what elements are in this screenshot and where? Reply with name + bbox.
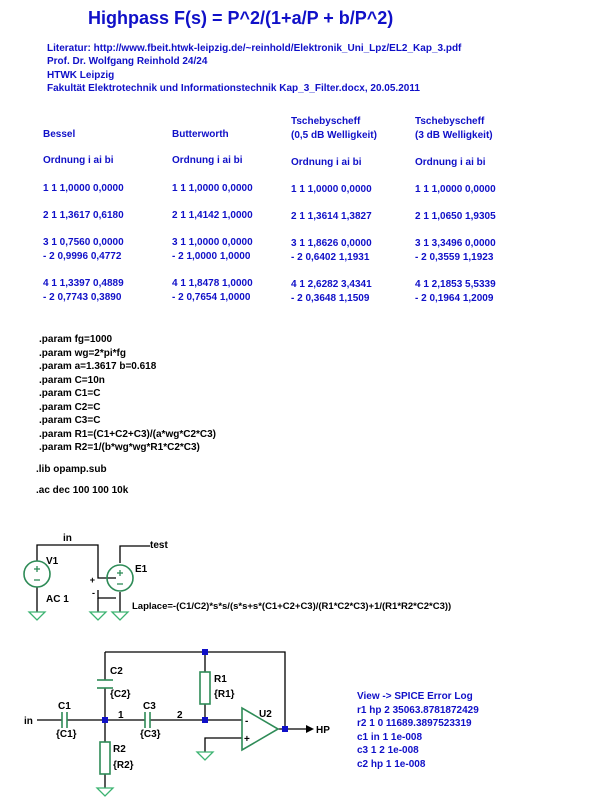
page-title: Highpass F(s) = P^2/(1+a/P + b/P^2) xyxy=(88,8,394,28)
ground-icon xyxy=(197,752,213,760)
tscheb3-order-header: Ordnung i ai bi xyxy=(415,157,486,168)
tscheb3-subtitle: (3 dB Welligkeit) xyxy=(415,130,493,141)
schematic-1[interactable] xyxy=(24,533,451,620)
net-label-in: in xyxy=(24,716,33,727)
butterworth-row-4b: - 2 0,7654 1,0000 xyxy=(172,292,251,303)
v1-value: AC 1 xyxy=(46,594,69,605)
resistor-r2[interactable] xyxy=(100,742,110,774)
error-log-line: c3 1 2 1e-008 xyxy=(357,745,419,756)
butterworth-row-3b: - 2 1,0000 1,0000 xyxy=(172,251,251,262)
capacitor-c1[interactable] xyxy=(62,712,67,728)
c3-value: {C3} xyxy=(140,729,161,740)
schematic-2[interactable] xyxy=(24,649,330,796)
bessel-title: Bessel xyxy=(43,129,76,140)
tscheb3-row-2: 2 1 1,0650 1,9305 xyxy=(415,211,496,222)
c1-value: {C1} xyxy=(56,729,77,740)
capacitor-c2[interactable] xyxy=(97,680,113,688)
ground-icon xyxy=(29,612,45,620)
opamp-minus-input-sign: - xyxy=(245,716,249,727)
r1-value: {R1} xyxy=(214,689,235,700)
r2-value: {R2} xyxy=(113,760,134,771)
butterworth-title: Butterworth xyxy=(172,129,229,140)
c1-label: C1 xyxy=(58,701,71,712)
error-log-line: c1 in 1 1e-008 xyxy=(357,732,423,743)
error-log-line: c2 hp 1 1e-008 xyxy=(357,759,426,770)
tscheb3-row-3a: 3 1 3,3496 0,0000 xyxy=(415,238,496,249)
spice-ac-directive[interactable]: .ac dec 100 100 10k xyxy=(36,485,129,496)
spice-param-line[interactable]: .param a=1.3617 b=0.618 xyxy=(39,361,157,372)
tscheb05-row-3a: 3 1 1,8626 0,0000 xyxy=(291,238,372,249)
r2-label: R2 xyxy=(113,744,126,755)
tscheb3-row-1: 1 1 1,0000 0,0000 xyxy=(415,184,496,195)
r1-label: R1 xyxy=(214,674,227,685)
ground-icon xyxy=(90,612,106,620)
literature-line: Literatur: http://www.fbeit.htwk-leipzig.de/~reinhold/Elektronik_Uni_Lpz/EL2_Kap_3.pdf xyxy=(47,43,462,54)
author-line: Prof. Dr. Wolfgang Reinhold 24/24 xyxy=(47,56,208,67)
tscheb3-row-4b: - 2 0,1964 1,2009 xyxy=(415,293,494,304)
error-log-title: View -> SPICE Error Log xyxy=(357,691,473,702)
error-log-line: r1 hp 2 35063.8781872429 xyxy=(357,705,479,716)
spice-param-line[interactable]: .param R1=(C1+C2+C3)/(a*wg*C2*C3) xyxy=(39,429,217,440)
c3-label: C3 xyxy=(143,701,156,712)
ground-icon xyxy=(112,612,128,620)
tscheb05-row-3b: - 2 0,6402 1,1931 xyxy=(291,252,370,263)
butterworth-row-2: 2 1 1,4142 1,0000 xyxy=(172,210,253,221)
e1-label: E1 xyxy=(135,564,148,575)
bessel-row-4b: - 2 0,7743 0,3890 xyxy=(43,292,122,303)
bessel-row-3a: 3 1 0,7560 0,0000 xyxy=(43,237,124,248)
spice-param-line[interactable]: .param C1=C xyxy=(39,388,101,399)
opamp-plus-input-sign: + xyxy=(244,734,250,745)
spice-lib-directive[interactable]: .lib opamp.sub xyxy=(36,464,107,475)
bessel-row-3b: - 2 0,9996 0,4772 xyxy=(43,251,122,262)
resistor-r1[interactable] xyxy=(200,672,210,704)
spice-param-line[interactable]: .param C3=C xyxy=(39,415,101,426)
bessel-order-header: Ordnung i ai bi xyxy=(43,155,114,166)
tscheb3-row-3b: - 2 0,3559 1,1923 xyxy=(415,252,494,263)
spice-param-line[interactable]: .param C2=C xyxy=(39,402,101,413)
c2-value: {C2} xyxy=(110,689,131,700)
e1-minus-sign: - xyxy=(92,588,95,598)
ground-icon xyxy=(97,788,113,796)
spice-param-line[interactable]: .param fg=1000 xyxy=(39,334,113,345)
bessel-row-1: 1 1 1,0000 0,0000 xyxy=(43,183,124,194)
bessel-row-4a: 4 1 1,3397 0,4889 xyxy=(43,278,124,289)
tscheb05-order-header: Ordnung i ai bi xyxy=(291,157,362,168)
institution-line: HTWK Leipzig xyxy=(47,70,115,81)
spice-param-line[interactable]: .param wg=2*pi*fg xyxy=(39,348,126,359)
spice-param-line[interactable]: .param R2=1/(b*wg*wg*R1*C2*C3) xyxy=(39,442,200,453)
tscheb05-row-4a: 4 1 2,6282 3,4341 xyxy=(291,279,372,290)
butterworth-row-3a: 3 1 1,0000 0,0000 xyxy=(172,237,253,248)
bessel-row-2: 2 1 1,3617 0,6180 xyxy=(43,210,124,221)
butterworth-row-4a: 4 1 1,8478 1,0000 xyxy=(172,278,253,289)
butterworth-row-1: 1 1 1,0000 0,0000 xyxy=(172,183,253,194)
faculty-line: Fakultät Elektrotechnik und Informationstechnik Kap_3_Filter.docx, 20.05.2011 xyxy=(47,83,420,94)
tscheb05-subtitle: (0,5 dB Welligkeit) xyxy=(291,130,377,141)
spice-param-line[interactable]: .param C=10n xyxy=(39,375,105,386)
v1-label: V1 xyxy=(46,556,59,567)
capacitor-c3[interactable] xyxy=(145,712,150,728)
tscheb3-title: Tschebyscheff xyxy=(415,116,485,127)
tscheb3-row-4a: 4 1 2,1853 5,5339 xyxy=(415,279,496,290)
tscheb05-row-2: 2 1 1,3614 1,3827 xyxy=(291,211,372,222)
e1-laplace-expression: Laplace=-(C1/C2)*s*s/(s*s+s*(C1+C2+C3)/(R1*C2*C3)+1/(R1*R2*C2*C3)) xyxy=(132,601,452,612)
tscheb05-row-4b: - 2 0,3648 1,1509 xyxy=(291,293,370,304)
error-log-line: r2 1 0 11689.3897523319 xyxy=(357,718,472,729)
e1-plus-sign: + xyxy=(89,575,95,585)
net-label-test: test xyxy=(150,540,168,551)
schematic-2-wires[interactable] xyxy=(37,652,306,788)
net-label-1: 1 xyxy=(118,710,124,721)
output-arrow-icon xyxy=(306,725,314,733)
tscheb05-title: Tschebyscheff xyxy=(291,116,361,127)
net-label-hp: HP xyxy=(316,725,330,736)
u2-label: U2 xyxy=(259,709,272,720)
net-label-in: in xyxy=(63,533,72,544)
tscheb05-row-1: 1 1 1,0000 0,0000 xyxy=(291,184,372,195)
net-label-2: 2 xyxy=(177,710,183,721)
butterworth-order-header: Ordnung i ai bi xyxy=(172,155,243,166)
c2-label: C2 xyxy=(110,666,123,677)
